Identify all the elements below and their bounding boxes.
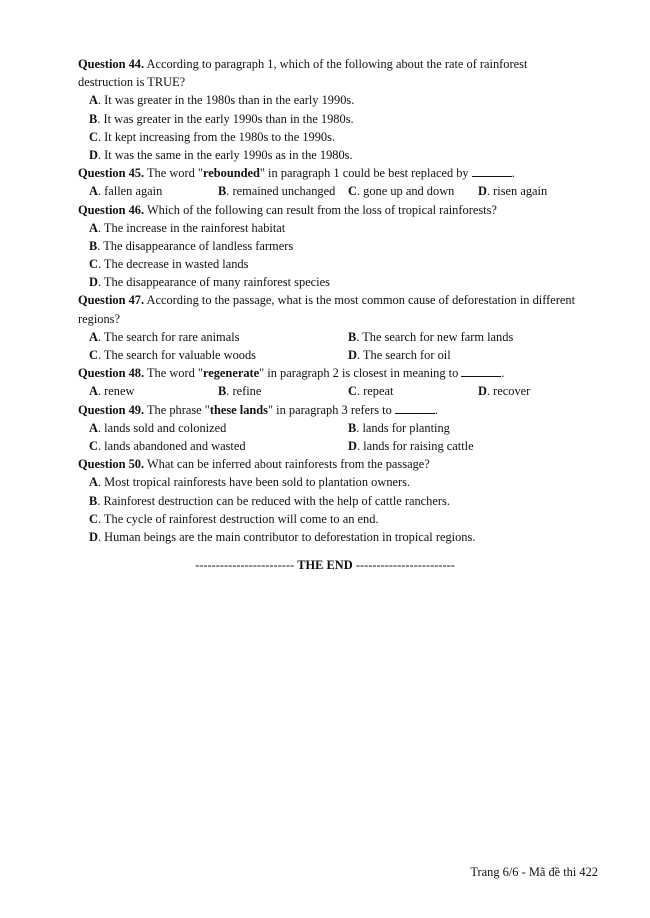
question-46-option-d: D. The disappearance of many rainforest species bbox=[89, 275, 330, 290]
question-45-option-b: B. remained unchanged bbox=[218, 184, 336, 199]
answer-blank bbox=[395, 403, 435, 414]
question-49-label: Question 49. bbox=[78, 402, 145, 417]
page-footer: Trang 6/6 - Mã đề thi 422 bbox=[470, 865, 598, 879]
question-48-option-c: C. repeat bbox=[348, 384, 394, 399]
answer-blank bbox=[472, 166, 512, 177]
question-46-label: Question 46. bbox=[78, 202, 145, 217]
question-49-options-row-2 bbox=[78, 437, 598, 455]
question-50-option-a: A. Most tropical rainforests have been sold to plantation owners. bbox=[89, 475, 411, 490]
question-50-option-c: C. The cycle of rainforest destruction will come to an end. bbox=[89, 511, 379, 526]
question-49-option-b: B. lands for planting bbox=[348, 420, 450, 435]
question-44-stem bbox=[78, 55, 598, 73]
question-49-stem: Question 49. The phrase "these lands" in paragraph 3 refers to . bbox=[78, 402, 438, 417]
question-45-option-d: D. risen again bbox=[478, 184, 548, 199]
question-48-option-d: D. recover bbox=[478, 384, 531, 399]
question-47-stem: Question 47. According to the passage, what is the most common cause of deforestation in different bbox=[78, 293, 576, 308]
end-text: THE END bbox=[297, 558, 353, 572]
question-45-options bbox=[78, 182, 598, 200]
question-45-option-a: A. fallen again bbox=[89, 184, 163, 199]
question-48-stem: Question 48. The word "regenerate" in paragraph 2 is closest in meaning to . bbox=[78, 366, 505, 381]
question-45-stem: Question 45. The word "rebounded" in paragraph 1 could be best replaced by . bbox=[78, 166, 515, 181]
question-44-option-b: B. It was greater in the early 1990s than in the 1980s. bbox=[89, 111, 354, 126]
question-50-option-d: D. Human beings are the main contributor to deforestation in tropical regions. bbox=[89, 529, 476, 544]
question-45-label: Question 45. bbox=[78, 166, 145, 181]
question-48-options bbox=[78, 382, 598, 400]
question-47-options-row-1 bbox=[78, 328, 598, 346]
question-47-option-b: B. The search for new farm lands bbox=[348, 329, 514, 344]
question-44-option-d: D. It was the same in the early 1990s as in the 1980s. bbox=[89, 147, 353, 162]
question-46-stem: Question 46. Which of the following can result from the loss of tropical rainforests? bbox=[78, 202, 497, 217]
question-48-option-b: B. refine bbox=[218, 384, 262, 399]
question-49-option-d: D. lands for raising cattle bbox=[348, 438, 474, 453]
question-48-label: Question 48. bbox=[78, 366, 145, 381]
question-50-label: Question 50. bbox=[78, 457, 145, 472]
question-47-option-d: D. The search for oil bbox=[348, 348, 451, 362]
question-49-keyword: these lands bbox=[209, 402, 269, 417]
answer-blank bbox=[461, 366, 501, 377]
question-48-keyword: regenerate bbox=[202, 366, 260, 381]
question-45-option-c: C. gone up and down bbox=[348, 184, 455, 199]
question-47-stem-cont: regions? bbox=[78, 311, 120, 326]
question-47-option-a: A. The search for rare animals bbox=[89, 329, 240, 344]
question-49-options-row-1 bbox=[78, 419, 598, 437]
exam-page bbox=[78, 55, 598, 546]
question-44-option-a: A. It was greater in the 1980s than in the early 1990s. bbox=[89, 93, 355, 108]
end-dashes-right: ------------------------ bbox=[355, 558, 455, 572]
question-49-option-a: A. lands sold and colonized bbox=[89, 420, 227, 435]
question-45-keyword: rebounded bbox=[202, 166, 260, 181]
question-44-stem-cont: destruction is TRUE? bbox=[78, 75, 186, 90]
question-46-option-b: B. The disappearance of landless farmers bbox=[89, 238, 294, 253]
question-44-label: Question 44. bbox=[78, 57, 145, 71]
the-end-marker bbox=[0, 558, 650, 573]
end-dashes-left: ------------------------ bbox=[195, 558, 295, 572]
question-46-option-c: C. The decrease in wasted lands bbox=[89, 257, 249, 272]
question-48-option-a: A. renew bbox=[89, 384, 135, 399]
question-47-label: Question 47. bbox=[78, 293, 145, 308]
question-50-option-b: B. Rainforest destruction can be reduced with the help of cattle ranchers. bbox=[89, 493, 450, 508]
question-44-text: According to paragraph 1, which of the following about the rate of rainforest bbox=[144, 57, 528, 71]
question-46-option-a: A. The increase in the rainforest habitat bbox=[89, 220, 286, 235]
question-49-option-c: C. lands abandoned and wasted bbox=[89, 438, 246, 453]
question-47-options-row-2 bbox=[78, 346, 598, 364]
question-47-option-c: C. The search for valuable woods bbox=[89, 348, 256, 362]
question-50-stem: Question 50. What can be inferred about rainforests from the passage? bbox=[78, 457, 430, 472]
question-44-option-c: C. It kept increasing from the 1980s to the 1990s. bbox=[89, 129, 336, 144]
